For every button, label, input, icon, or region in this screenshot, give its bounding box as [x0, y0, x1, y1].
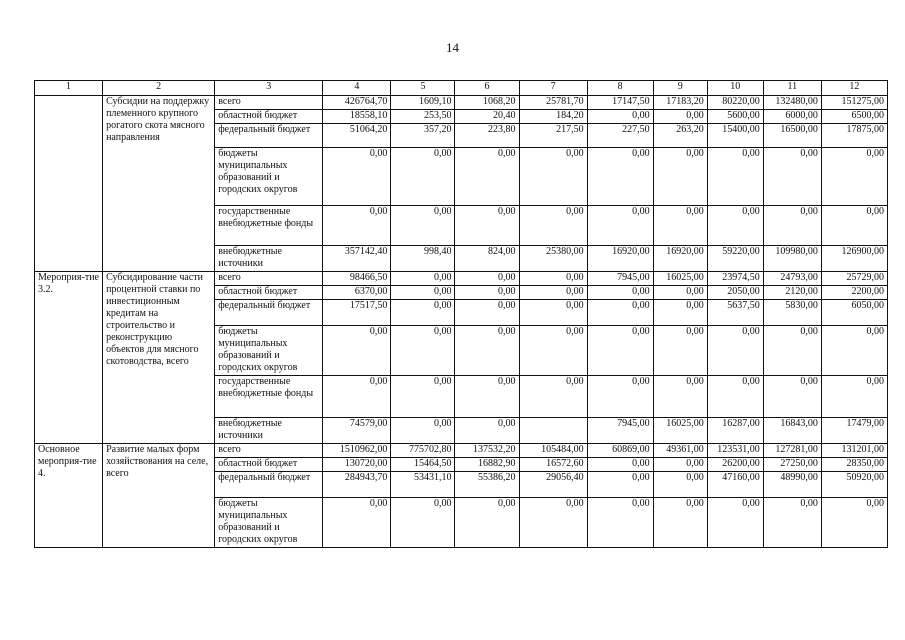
amount-cell: 0,00 [821, 206, 887, 246]
amount-cell: 16920,00 [653, 246, 707, 272]
amount-cell: 824,00 [455, 246, 519, 272]
amount-cell: 0,00 [519, 272, 587, 286]
amount-cell: 0,00 [763, 148, 821, 206]
amount-cell: 26200,00 [707, 458, 763, 472]
amount-cell: 74579,00 [323, 418, 391, 444]
amount-cell: 17875,00 [821, 124, 887, 148]
amount-cell: 7945,00 [587, 272, 653, 286]
amount-cell: 28350,00 [821, 458, 887, 472]
amount-cell: 0,00 [653, 326, 707, 376]
funding-source-cell: федеральный бюджет [215, 472, 323, 498]
amount-cell: 25729,00 [821, 272, 887, 286]
measure-code-cell: Основное мероприя-тие 4. [35, 444, 103, 548]
amount-cell: 130720,00 [323, 458, 391, 472]
amount-cell: 0,00 [821, 498, 887, 548]
funding-source-cell: внебюджетные источники [215, 246, 323, 272]
amount-cell: 17517,50 [323, 300, 391, 326]
funding-source-cell: внебюджетные источники [215, 418, 323, 444]
amount-cell: 0,00 [391, 286, 455, 300]
amount-cell: 17147,50 [587, 96, 653, 110]
amount-cell: 0,00 [587, 472, 653, 498]
amount-cell: 5600,00 [707, 110, 763, 124]
column-number: 5 [391, 81, 455, 96]
amount-cell: 16843,00 [763, 418, 821, 444]
funding-source-cell: всего [215, 96, 323, 110]
budget-table [34, 80, 888, 548]
amount-cell: 0,00 [391, 326, 455, 376]
column-number: 6 [455, 81, 519, 96]
amount-cell: 0,00 [821, 326, 887, 376]
amount-cell: 0,00 [653, 458, 707, 472]
amount-cell: 0,00 [455, 326, 519, 376]
amount-cell: 16025,00 [653, 418, 707, 444]
amount-cell: 0,00 [455, 376, 519, 418]
funding-source-cell: федеральный бюджет [215, 124, 323, 148]
amount-cell: 0,00 [323, 376, 391, 418]
amount-cell: 17479,00 [821, 418, 887, 444]
amount-cell: 426764,70 [323, 96, 391, 110]
amount-cell: 0,00 [323, 326, 391, 376]
column-number: 7 [519, 81, 587, 96]
amount-cell: 15400,00 [707, 124, 763, 148]
amount-cell: 0,00 [519, 326, 587, 376]
column-number: 2 [103, 81, 215, 96]
amount-cell: 223,80 [455, 124, 519, 148]
amount-cell: 25380,00 [519, 246, 587, 272]
amount-cell: 0,00 [587, 206, 653, 246]
amount-cell: 1510962,00 [323, 444, 391, 458]
amount-cell: 0,00 [519, 376, 587, 418]
amount-cell: 0,00 [587, 110, 653, 124]
amount-cell: 6000,00 [763, 110, 821, 124]
amount-cell: 0,00 [455, 148, 519, 206]
amount-cell: 0,00 [587, 376, 653, 418]
amount-cell: 47160,00 [707, 472, 763, 498]
amount-cell: 0,00 [763, 376, 821, 418]
column-number: 4 [323, 81, 391, 96]
amount-cell: 284943,70 [323, 472, 391, 498]
amount-cell: 0,00 [587, 300, 653, 326]
table-row [35, 272, 888, 286]
amount-cell: 0,00 [519, 498, 587, 548]
amount-cell: 23974,50 [707, 272, 763, 286]
amount-cell: 6370,00 [323, 286, 391, 300]
amount-cell: 0,00 [391, 206, 455, 246]
amount-cell: 6500,00 [821, 110, 887, 124]
amount-cell: 775702,80 [391, 444, 455, 458]
funding-source-cell: федеральный бюджет [215, 300, 323, 326]
amount-cell: 0,00 [587, 286, 653, 300]
amount-cell: 20,40 [455, 110, 519, 124]
amount-cell: 357,20 [391, 124, 455, 148]
amount-cell: 0,00 [653, 110, 707, 124]
amount-cell: 0,00 [653, 300, 707, 326]
funding-source-cell: бюджеты муниципальных образований и городских округов [215, 498, 323, 548]
amount-cell: 0,00 [455, 272, 519, 286]
amount-cell: 16287,00 [707, 418, 763, 444]
amount-cell: 109980,00 [763, 246, 821, 272]
amount-cell: 357142,40 [323, 246, 391, 272]
amount-cell: 0,00 [519, 206, 587, 246]
amount-cell: 0,00 [707, 206, 763, 246]
amount-cell: 127281,00 [763, 444, 821, 458]
amount-cell: 0,00 [821, 376, 887, 418]
amount-cell: 184,20 [519, 110, 587, 124]
amount-cell: 0,00 [323, 148, 391, 206]
table-row [35, 444, 888, 458]
amount-cell: 0,00 [391, 272, 455, 286]
amount-cell: 17183,20 [653, 96, 707, 110]
amount-cell: 137532,20 [455, 444, 519, 458]
column-number: 8 [587, 81, 653, 96]
amount-cell: 0,00 [455, 300, 519, 326]
column-number: 12 [821, 81, 887, 96]
amount-cell: 0,00 [455, 206, 519, 246]
amount-cell: 16572,60 [519, 458, 587, 472]
amount-cell: 48990,00 [763, 472, 821, 498]
column-number: 3 [215, 81, 323, 96]
column-number: 1 [35, 81, 103, 96]
amount-cell: 0,00 [323, 206, 391, 246]
amount-cell: 0,00 [587, 498, 653, 548]
amount-cell: 2200,00 [821, 286, 887, 300]
amount-cell: 0,00 [707, 326, 763, 376]
amount-cell: 53431,10 [391, 472, 455, 498]
funding-source-cell: областной бюджет [215, 458, 323, 472]
table-row [35, 96, 888, 110]
amount-cell [519, 418, 587, 444]
amount-cell: 0,00 [323, 498, 391, 548]
amount-cell: 16500,00 [763, 124, 821, 148]
amount-cell: 80220,00 [707, 96, 763, 110]
amount-cell: 98466,50 [323, 272, 391, 286]
amount-cell: 0,00 [519, 286, 587, 300]
amount-cell: 998,40 [391, 246, 455, 272]
amount-cell: 123531,00 [707, 444, 763, 458]
amount-cell: 5637,50 [707, 300, 763, 326]
amount-cell: 0,00 [653, 286, 707, 300]
amount-cell: 217,50 [519, 124, 587, 148]
amount-cell: 0,00 [391, 418, 455, 444]
amount-cell: 131201,00 [821, 444, 887, 458]
amount-cell: 0,00 [763, 206, 821, 246]
amount-cell: 0,00 [455, 498, 519, 548]
amount-cell: 0,00 [653, 148, 707, 206]
amount-cell: 0,00 [763, 498, 821, 548]
amount-cell: 0,00 [707, 148, 763, 206]
amount-cell: 29056,40 [519, 472, 587, 498]
amount-cell: 55386,20 [455, 472, 519, 498]
amount-cell: 253,50 [391, 110, 455, 124]
amount-cell: 51064,20 [323, 124, 391, 148]
amount-cell: 0,00 [707, 498, 763, 548]
amount-cell: 0,00 [653, 498, 707, 548]
funding-source-cell: бюджеты муниципальных образований и городских округов [215, 148, 323, 206]
amount-cell: 0,00 [455, 418, 519, 444]
amount-cell: 16920,00 [587, 246, 653, 272]
table-body [35, 96, 888, 548]
funding-source-cell: областной бюджет [215, 110, 323, 124]
amount-cell: 227,50 [587, 124, 653, 148]
amount-cell: 0,00 [653, 472, 707, 498]
amount-cell: 6050,00 [821, 300, 887, 326]
amount-cell: 2120,00 [763, 286, 821, 300]
amount-cell: 15464,50 [391, 458, 455, 472]
amount-cell: 0,00 [587, 148, 653, 206]
amount-cell: 0,00 [519, 300, 587, 326]
amount-cell: 0,00 [821, 148, 887, 206]
column-number: 9 [653, 81, 707, 96]
amount-cell: 0,00 [587, 458, 653, 472]
funding-source-cell: областной бюджет [215, 286, 323, 300]
column-number: 10 [707, 81, 763, 96]
amount-cell: 0,00 [653, 376, 707, 418]
amount-cell: 2050,00 [707, 286, 763, 300]
amount-cell: 132480,00 [763, 96, 821, 110]
funding-source-cell: всего [215, 272, 323, 286]
amount-cell: 1068,20 [455, 96, 519, 110]
measure-code-cell: Мероприя-тие 3.2. [35, 272, 103, 444]
amount-cell: 1609,10 [391, 96, 455, 110]
amount-cell: 0,00 [653, 206, 707, 246]
amount-cell: 0,00 [707, 376, 763, 418]
amount-cell: 24793,00 [763, 272, 821, 286]
amount-cell: 126900,00 [821, 246, 887, 272]
funding-source-cell: государственные внебюджетные фонды [215, 206, 323, 246]
amount-cell: 27250,00 [763, 458, 821, 472]
column-number-row [35, 81, 888, 96]
funding-source-cell: государственные внебюджетные фонды [215, 376, 323, 418]
amount-cell: 25781,70 [519, 96, 587, 110]
amount-cell: 5830,00 [763, 300, 821, 326]
amount-cell: 49361,00 [653, 444, 707, 458]
amount-cell: 50920,00 [821, 472, 887, 498]
amount-cell: 0,00 [391, 148, 455, 206]
column-number: 11 [763, 81, 821, 96]
amount-cell: 0,00 [519, 148, 587, 206]
amount-cell: 0,00 [455, 286, 519, 300]
measure-name-cell: Субсидирование части процентной ставки по инвестиционным кредитам на строительство и реконструкцию объектов для мясного скотоводства, всего [103, 272, 215, 444]
amount-cell: 59220,00 [707, 246, 763, 272]
amount-cell: 105484,00 [519, 444, 587, 458]
measure-name-cell: Развитие малых форм хозяйствования на селе, всего [103, 444, 215, 548]
amount-cell: 16025,00 [653, 272, 707, 286]
amount-cell: 0,00 [391, 498, 455, 548]
funding-source-cell: бюджеты муниципальных образований и городских округов [215, 326, 323, 376]
amount-cell: 0,00 [391, 300, 455, 326]
amount-cell: 0,00 [587, 326, 653, 376]
measure-code-cell [35, 96, 103, 272]
amount-cell: 263,20 [653, 124, 707, 148]
amount-cell: 0,00 [391, 376, 455, 418]
amount-cell: 7945,00 [587, 418, 653, 444]
amount-cell: 18558,10 [323, 110, 391, 124]
amount-cell: 151275,00 [821, 96, 887, 110]
funding-source-cell: всего [215, 444, 323, 458]
amount-cell: 60869,00 [587, 444, 653, 458]
amount-cell: 0,00 [763, 326, 821, 376]
measure-name-cell: Субсидии на поддержку племенного крупного рогатого скота мясного направления [103, 96, 215, 272]
amount-cell: 16882,90 [455, 458, 519, 472]
page-number: 14 [446, 40, 459, 55]
